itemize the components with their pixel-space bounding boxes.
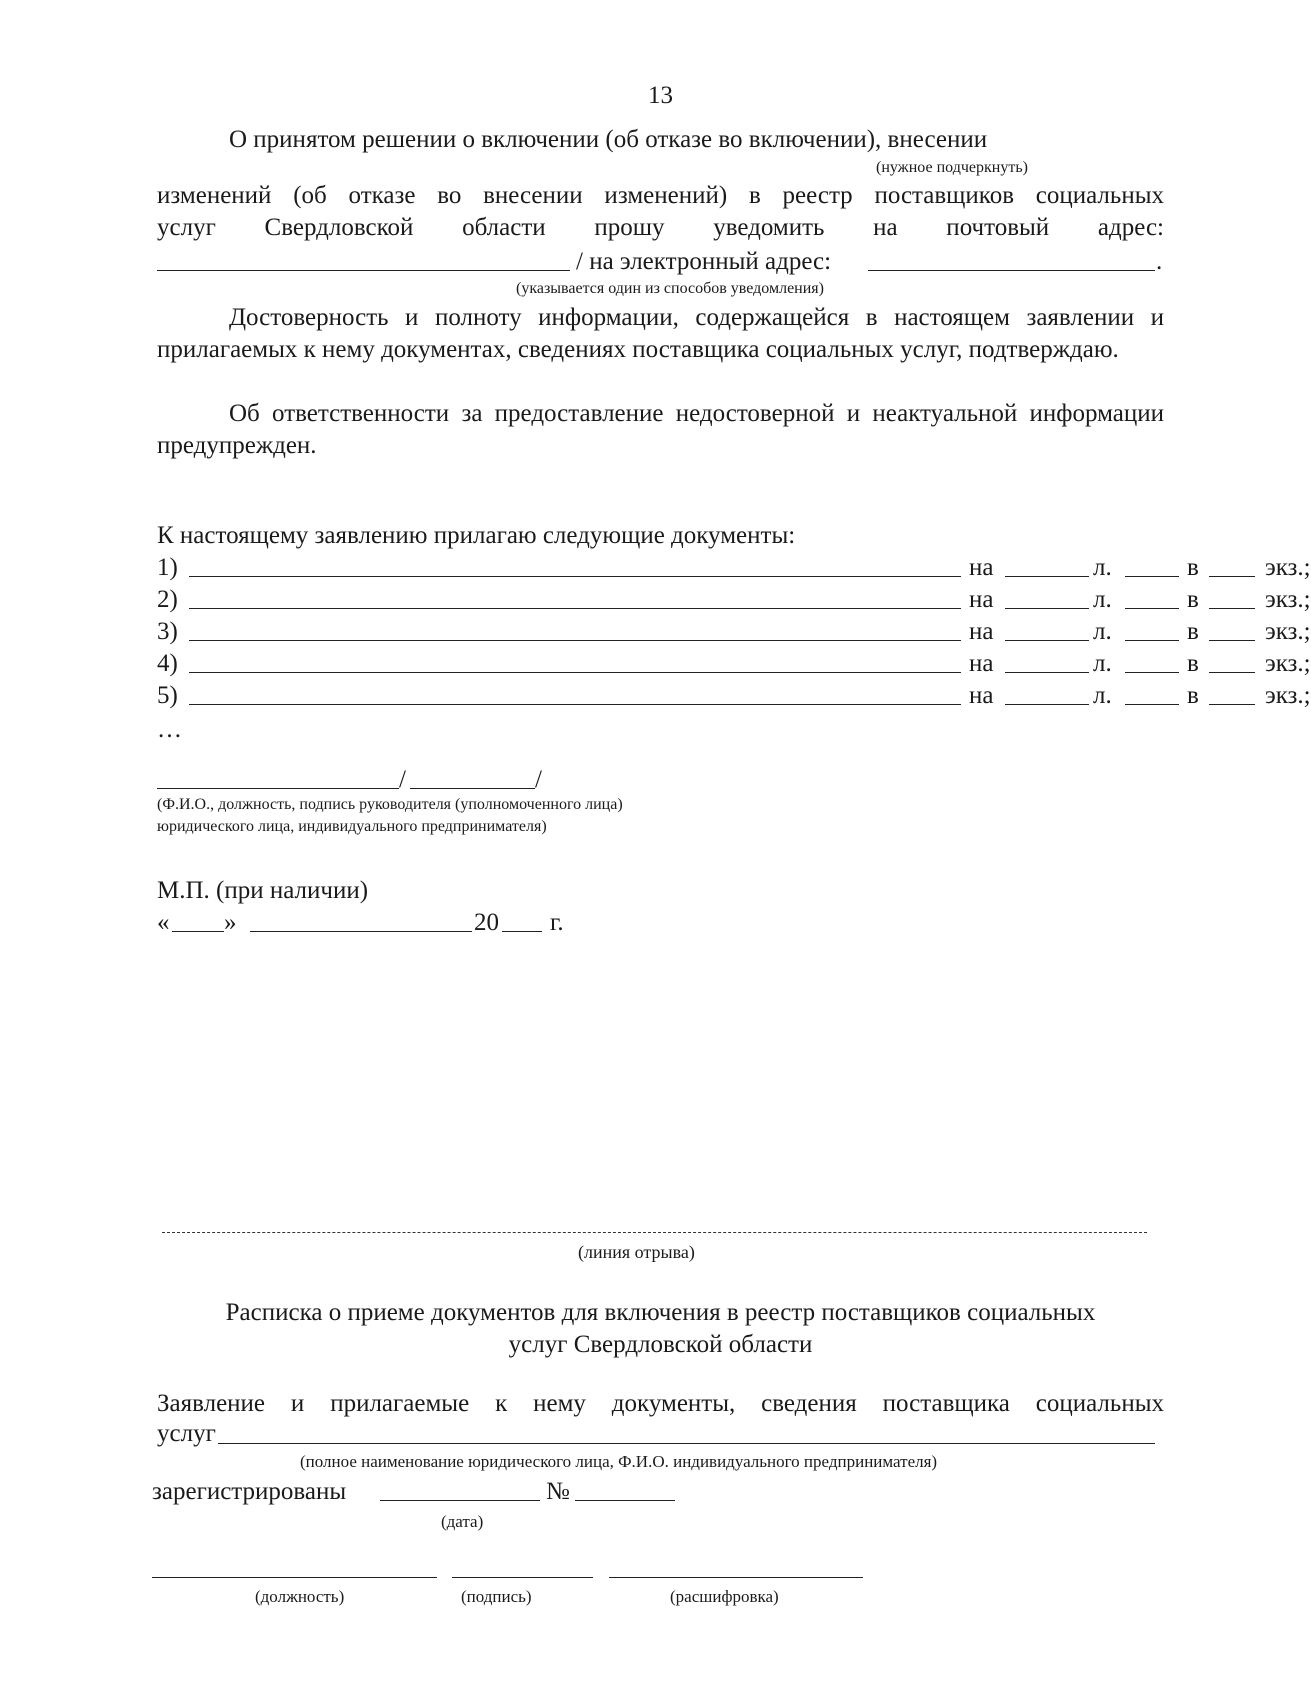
email-end-dot: . bbox=[1156, 248, 1163, 275]
copies-field[interactable] bbox=[1209, 680, 1255, 705]
copies-in-field[interactable] bbox=[1125, 648, 1179, 673]
position-note: (должность) bbox=[255, 1587, 345, 1606]
tear-line-caption: (линия отрыва) bbox=[578, 1242, 695, 1262]
tear-line bbox=[162, 1232, 1147, 1233]
signer-signature-field[interactable] bbox=[410, 788, 535, 789]
receipt-text-line-1: Заявление и прилагаемые к нему документы, сведения поставщика социальных bbox=[157, 1390, 1164, 1417]
signature-note: (подпись) bbox=[461, 1587, 532, 1606]
pages-field[interactable] bbox=[1005, 584, 1089, 609]
date-day-close-quote: » bbox=[224, 909, 237, 936]
ekz-label: экз.; bbox=[1265, 682, 1311, 709]
date-day-field[interactable] bbox=[172, 931, 224, 932]
attachment-title-field[interactable] bbox=[189, 616, 961, 641]
copies-in-field[interactable] bbox=[1125, 616, 1179, 641]
receipt-title-line-2: услуг Свердловской области bbox=[508, 1331, 813, 1358]
copies-field[interactable] bbox=[1209, 584, 1255, 609]
ekz-label: экз.; bbox=[1265, 554, 1311, 581]
attachment-row bbox=[157, 648, 1311, 680]
attachments-ellipsis: … bbox=[157, 716, 182, 743]
receiver-decoding-field[interactable] bbox=[609, 1577, 863, 1578]
attachment-title-field[interactable] bbox=[189, 648, 961, 673]
copies-in-field[interactable] bbox=[1125, 680, 1179, 705]
registration-number-field[interactable] bbox=[575, 1500, 675, 1501]
v-label: в bbox=[1187, 650, 1199, 677]
v-label: в bbox=[1187, 554, 1199, 581]
signature-slash-1: / bbox=[399, 766, 406, 793]
registration-date-field[interactable] bbox=[380, 1500, 540, 1501]
attachment-row bbox=[157, 680, 1311, 712]
v-label: в bbox=[1187, 618, 1199, 645]
provider-name-note: (полное наименование юридического лица, Ф.И.О. индивидуального предпринимателя) bbox=[300, 1452, 938, 1471]
pages-field[interactable] bbox=[1005, 552, 1089, 577]
signature-slash-2: / bbox=[535, 766, 542, 793]
attachment-row bbox=[157, 552, 1311, 584]
attachment-title-field[interactable] bbox=[189, 584, 961, 609]
attachment-title-field[interactable] bbox=[189, 552, 961, 577]
signer-name-field[interactable] bbox=[157, 788, 399, 789]
method-note: (указывается один из способов уведомления) bbox=[516, 280, 824, 297]
date-day-open-quote: « bbox=[157, 909, 170, 936]
attachment-number: 3) bbox=[157, 618, 178, 645]
signature-caption-2: юридического лица, индивидуального предпринимателя) bbox=[157, 818, 547, 835]
receiver-signature-field[interactable] bbox=[452, 1577, 593, 1578]
l-label: л. bbox=[1093, 682, 1112, 709]
date-month-field[interactable] bbox=[250, 931, 472, 932]
registration-number-sign: № bbox=[546, 1478, 570, 1505]
warning-paragraph: Об ответственности за предоставление недостоверной и неактуальной информации предупрежден. bbox=[157, 400, 1164, 459]
l-label: л. bbox=[1093, 618, 1112, 645]
registration-date-note: (дата) bbox=[441, 1512, 484, 1531]
ekz-label: экз.; bbox=[1265, 618, 1311, 645]
decoding-note: (расшифровка) bbox=[670, 1587, 779, 1606]
attachment-number: 2) bbox=[157, 586, 178, 613]
na-label: на bbox=[969, 682, 994, 709]
ekz-label: экз.; bbox=[1265, 650, 1311, 677]
postal-address-field[interactable] bbox=[157, 270, 570, 271]
l-label: л. bbox=[1093, 554, 1112, 581]
na-label: на bbox=[969, 650, 994, 677]
pages-field[interactable] bbox=[1005, 616, 1089, 641]
confirm-paragraph: Достоверность и полноту информации, содержащейся в настоящем заявлении и прилагаемых к нему документах, сведениях поставщика социальных услуг, подтверждаю. bbox=[157, 304, 1164, 363]
attachment-title-field[interactable] bbox=[189, 680, 961, 705]
l-label: л. bbox=[1093, 650, 1112, 677]
pages-field[interactable] bbox=[1005, 680, 1089, 705]
provider-name-field[interactable] bbox=[218, 1443, 1155, 1444]
copies-field[interactable] bbox=[1209, 552, 1255, 577]
date-year-prefix: 20 bbox=[474, 909, 499, 936]
pages-field[interactable] bbox=[1005, 648, 1089, 673]
copies-field[interactable] bbox=[1209, 648, 1255, 673]
notify-line-2: изменений (об отказе во внесении изменений) в реестр поставщиков социальных bbox=[157, 182, 1164, 209]
attachment-row bbox=[157, 616, 1311, 648]
ekz-label: экз.; bbox=[1265, 586, 1311, 613]
l-label: л. bbox=[1093, 586, 1112, 613]
na-label: на bbox=[969, 586, 994, 613]
page-number: 13 bbox=[648, 82, 673, 109]
stamp-label: М.П. (при наличии) bbox=[157, 877, 369, 904]
notify-line-3: услуг Свердловской области прошу уведомить на почтовый адрес: bbox=[157, 214, 1164, 241]
na-label: на bbox=[969, 554, 994, 581]
signature-caption-1: (Ф.И.О., должность, подпись руководителя (уполномоченного лица) bbox=[157, 796, 623, 813]
attachment-row bbox=[157, 584, 1311, 616]
copies-field[interactable] bbox=[1209, 616, 1255, 641]
v-label: в bbox=[1187, 586, 1199, 613]
registered-label: зарегистрированы bbox=[152, 1478, 347, 1505]
receipt-text-line-2: услуг bbox=[157, 1420, 216, 1447]
underline-note: (нужное подчеркнуть) bbox=[876, 159, 1028, 176]
notify-line-1: О принятом решении о включении (об отказе во включении), внесении bbox=[229, 126, 988, 153]
date-year-field[interactable] bbox=[502, 931, 542, 932]
receipt-title-line-1: Расписка о приеме документов для включения в реестр поставщиков социальных bbox=[225, 1299, 1096, 1326]
attachments-heading: К настоящему заявлению прилагаю следующие документы: bbox=[157, 522, 796, 549]
attachment-number: 4) bbox=[157, 650, 178, 677]
email-label: / на электронный адрес: bbox=[576, 248, 832, 275]
date-year-suffix: г. bbox=[550, 909, 564, 936]
attachment-number: 5) bbox=[157, 682, 178, 709]
attachment-number: 1) bbox=[157, 554, 178, 581]
v-label: в bbox=[1187, 682, 1199, 709]
copies-in-field[interactable] bbox=[1125, 552, 1179, 577]
copies-in-field[interactable] bbox=[1125, 584, 1179, 609]
email-address-field[interactable] bbox=[868, 270, 1155, 271]
na-label: на bbox=[969, 618, 994, 645]
receiver-position-field[interactable] bbox=[152, 1577, 437, 1578]
